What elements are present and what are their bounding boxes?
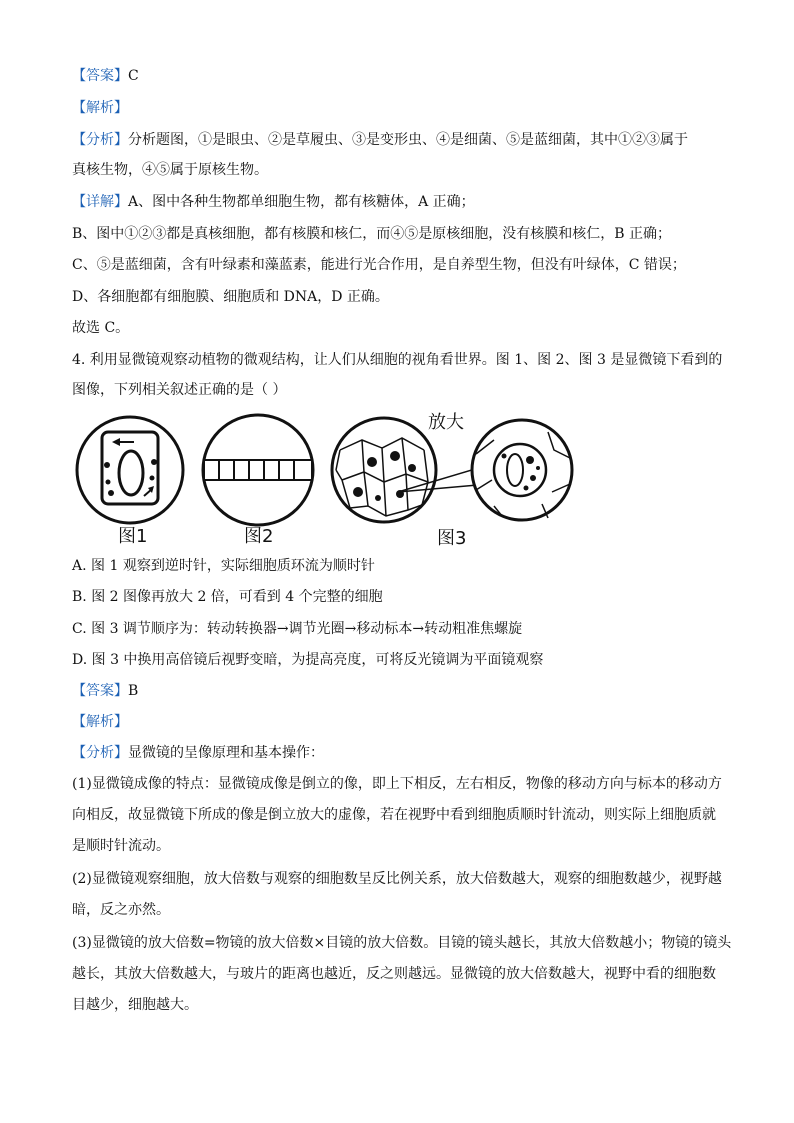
para-3-line-3: 目越少，细胞越大。 bbox=[72, 997, 198, 1013]
figure-2-label: 图2 bbox=[244, 526, 274, 547]
fenxi-text-1: 分析题图，①是眼虫、②是草履虫、③是变形虫、④是细菌、⑤是蓝细菌，其中①②③属于 bbox=[128, 132, 688, 148]
option-a: A. 图 1 观察到逆时针，实际细胞质环流为顺时针 bbox=[72, 558, 375, 574]
analysis-tag: 【解析】 bbox=[72, 100, 128, 116]
answer-tag-2: 【答案】 bbox=[72, 683, 128, 699]
xiangjie-text: A、图中各种生物都单细胞生物，都有核糖体，A 正确； bbox=[128, 194, 475, 210]
option-d: D. 图 3 中换用高倍镜后视野变暗，为提高亮度，可将反光镜调为平面镜观察 bbox=[72, 652, 544, 668]
answer-value-2: B bbox=[128, 683, 139, 699]
fenxi-line-3 bbox=[72, 743, 324, 763]
fenxi-line-1 bbox=[72, 130, 688, 150]
figure-1-drawing bbox=[77, 417, 183, 523]
para-1-line-1: (1)显微镜成像的特点：显微镜成像是倒立的像，即上下相反，左右相反，物像的移动方向与标本的移动方 bbox=[72, 776, 722, 792]
figure-3-high-power bbox=[472, 420, 572, 520]
detail-b: B、图中①②③都是真核细胞，都有核膜和核仁，而④⑤是原核细胞，没有核膜和核仁，B 正确； bbox=[72, 226, 672, 242]
figures-svg bbox=[72, 410, 592, 550]
option-c: C. 图 3 调节顺序为：转动转换器→调节光圈→移动标本→转动粗准焦螺旋 bbox=[72, 621, 523, 637]
answer-line bbox=[72, 66, 139, 86]
question-4-line-2: 图像，下列相关叙述正确的是（ ） bbox=[72, 382, 287, 398]
xiangjie-tag: 【详解】 bbox=[72, 194, 128, 210]
para-1-line-3: 是顺时针流动。 bbox=[72, 838, 170, 854]
figure-1-label: 图1 bbox=[118, 526, 148, 547]
choose-line: 故选 C。 bbox=[72, 320, 130, 336]
fenxi-tag: 【分析】 bbox=[72, 132, 128, 148]
analysis-heading-2 bbox=[72, 712, 128, 732]
para-1-line-2: 向相反，故显微镜下所成的像是倒立放大的虚像，若在视野中看到细胞质顺时针流动，则实际上细胞质就 bbox=[72, 807, 716, 823]
para-3-line-1: (3)显微镜的放大倍数=物镜的放大倍数×目镜的放大倍数。目镜的镜头越长，其放大倍数越小；物镜的镜头 bbox=[72, 935, 732, 951]
detail-d: D、各细胞都有细胞膜、细胞质和 DNA，D 正确。 bbox=[72, 289, 389, 305]
para-2-line-2: 暗，反之亦然。 bbox=[72, 902, 170, 918]
para-3-line-2: 越长，其放大倍数越大，与玻片的距离也越近，反之则越远。显微镜的放大倍数越大，视野中看的细胞数 bbox=[72, 966, 716, 982]
xiangjie-line bbox=[72, 192, 475, 212]
para-2-line-1: (2)显微镜观察细胞，放大倍数与观察的细胞数呈反比例关系，放大倍数越大，观察的细胞数越少，视野越 bbox=[72, 871, 722, 887]
zoom-label: 放大 bbox=[428, 412, 464, 433]
detail-c: C、⑤是蓝细菌，含有叶绿素和藻蓝素，能进行光合作用，是自养型生物，但没有叶绿体，C 错误； bbox=[72, 257, 686, 273]
question-4-line-1: 4. 利用显微镜观察动植物的微观结构，让人们从细胞的视角看世界。图 1、图 2、图 3 是显微镜下看到的 bbox=[72, 352, 723, 368]
figure-3-low-power bbox=[332, 418, 436, 522]
figure-3-label: 图3 bbox=[437, 528, 467, 549]
fenxi-tag-2: 【分析】 bbox=[72, 745, 128, 761]
answer-tag: 【答案】 bbox=[72, 68, 128, 84]
analysis-heading bbox=[72, 98, 128, 118]
microscope-figures bbox=[72, 410, 592, 550]
answer-line-2 bbox=[72, 681, 138, 701]
fenxi-text-3: 显微镜的呈像原理和基本操作： bbox=[128, 745, 324, 761]
option-b: B. 图 2 图像再放大 2 倍，可看到 4 个完整的细胞 bbox=[72, 589, 383, 605]
answer-value: C bbox=[128, 68, 139, 84]
fenxi-line-2: 真核生物，④⑤属于原核生物。 bbox=[72, 162, 268, 178]
figure-2-drawing bbox=[203, 415, 313, 525]
analysis-tag-2: 【解析】 bbox=[72, 714, 128, 730]
